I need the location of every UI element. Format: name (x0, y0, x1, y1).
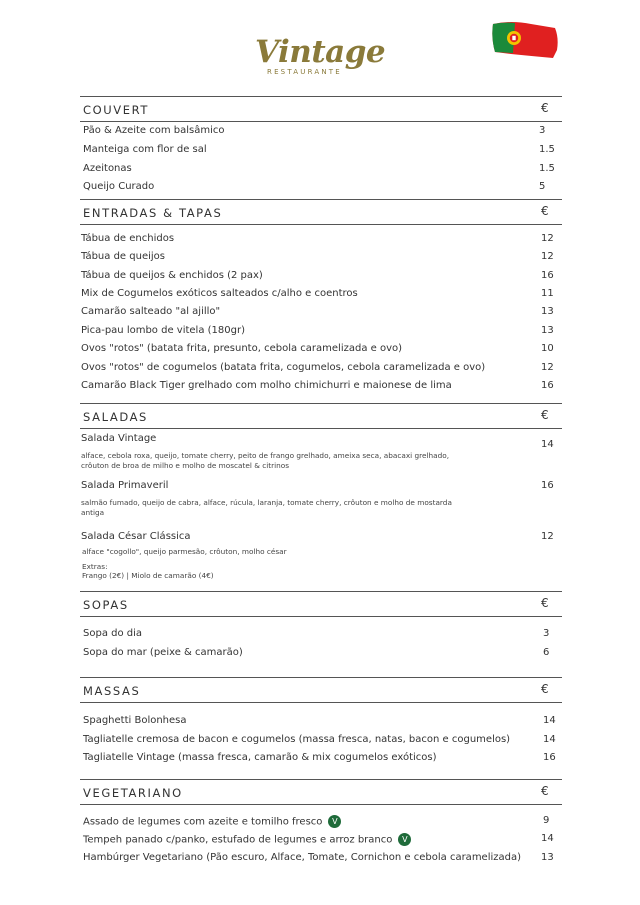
currency-symbol: € (541, 682, 549, 696)
item-name: Camarão Black Tiger grelhado com molho chimichurri e maionese de lima (81, 380, 452, 391)
item-price: 9 (543, 815, 550, 826)
section-header (80, 96, 562, 122)
item-price: 13 (541, 306, 554, 317)
item-price: 14 (543, 715, 556, 726)
item-price: 3 (543, 628, 550, 639)
item-description (82, 547, 482, 557)
item-name: Tábua de enchidos (81, 233, 175, 244)
item-price: 1.5 (539, 163, 555, 174)
item-price: 16 (541, 270, 554, 281)
item-price: 10 (541, 343, 554, 354)
item-name: Ovos "rotos" (batata frita, presunto, cebola caramelizada e ovo) (81, 343, 403, 354)
item-name: Camarão salteado "al ajillo" (81, 306, 221, 317)
item-extras (82, 562, 482, 580)
item-name-text: Assado de legumes com azeite e tomilho fresco (83, 816, 323, 828)
item-name: Queijo Curado (83, 181, 155, 192)
item-description-line: alface, cebola roxa, queijo, tomate cherry, peito de frango grelhado, ameixa seca, abacaxi grelhado, (81, 451, 450, 460)
vegan-icon: V (398, 833, 411, 846)
item-name: Salada Primaveril (81, 480, 169, 491)
item-description (81, 498, 481, 518)
item-price: 14 (541, 833, 554, 844)
item-name: Pica-pau lombo de vitela (180gr) (81, 325, 245, 336)
item-name: Hambúrger Vegetariano (Pão escuro, Alface, Tomate, Cornichon e cebola caramelizada) (83, 852, 522, 863)
item-price: 13 (541, 325, 554, 336)
item-name: Sopa do dia (83, 628, 143, 639)
item-price: 11 (541, 288, 554, 299)
extras-text: Frango (2€) | Miolo de camarão (4€) (82, 571, 214, 580)
item-name: Pão & Azeite com balsâmico (83, 125, 225, 136)
extras-label: Extras: (82, 562, 108, 571)
item-name: Salada César Clássica (81, 531, 191, 542)
item-price: 5 (539, 181, 546, 192)
section-header (80, 403, 562, 429)
item-price: 14 (541, 439, 554, 450)
logo-wordmark: Vintage (255, 34, 386, 70)
section-title: COUVERT (83, 103, 150, 117)
item-description-line: crôuton de broa de milho e molho de moscatel & citrinos (81, 461, 290, 470)
vegan-icon: V (328, 815, 341, 828)
section-header (80, 779, 562, 805)
item-name (83, 815, 341, 828)
item-price: 6 (543, 647, 550, 658)
item-name: Sopa do mar (peixe & camarão) (83, 647, 243, 658)
item-price: 12 (541, 251, 554, 262)
currency-symbol: € (541, 784, 549, 798)
item-name: Manteiga com flor de sal (83, 144, 207, 155)
currency-symbol: € (541, 408, 549, 422)
item-name: Azeitonas (83, 163, 132, 174)
item-price: 1.5 (539, 144, 555, 155)
section-header (80, 591, 562, 617)
currency-symbol: € (541, 101, 549, 115)
item-name: Tábua de queijos (81, 251, 165, 262)
item-name: Mix de Cogumelos exóticos salteados c/alho e coentros (81, 288, 358, 299)
item-price: 16 (541, 380, 554, 391)
section-title: MASSAS (83, 684, 141, 698)
item-price: 12 (541, 233, 554, 244)
item-description-line: alface "cogollo", queijo parmesão, crôuton, molho césar (82, 547, 287, 556)
item-price: 14 (543, 734, 556, 745)
item-description-line: antiga (81, 508, 105, 517)
section-title: VEGETARIANO (83, 786, 183, 800)
item-price: 12 (541, 362, 554, 373)
item-name: Tábua de queijos & enchidos (2 pax) (81, 270, 263, 281)
item-name: Tagliatelle cremosa de bacon e cogumelos (massa fresca, natas, bacon e cogumelos) (83, 734, 511, 745)
logo-subtitle: RESTAURANTE (267, 68, 342, 76)
portugal-flag-icon (491, 18, 559, 62)
restaurant-logo (255, 34, 386, 82)
item-price: 13 (541, 852, 554, 863)
section-header (80, 199, 562, 225)
item-description-line: salmão fumado, queijo de cabra, alface, rúcula, laranja, tomate cherry, crôuton e molho de mostarda (81, 498, 452, 507)
section-title: SALADAS (83, 410, 148, 424)
section-header (80, 677, 562, 703)
item-name: Ovos "rotos" de cogumelos (batata frita, cogumelos, cebola caramelizada e ovo) (81, 362, 486, 373)
item-name (83, 833, 411, 846)
item-price: 16 (541, 480, 554, 491)
section-title: ENTRADAS & TAPAS (83, 206, 223, 220)
item-name-text: Tempeh panado c/panko, estufado de legumes e arroz branco (83, 834, 393, 846)
section-title: SOPAS (83, 598, 129, 612)
item-name: Tagliatelle Vintage (massa fresca, camarão & mix cogumelos exóticos) (83, 752, 437, 763)
item-name: Salada Vintage (81, 433, 157, 444)
item-price: 16 (543, 752, 556, 763)
item-description (81, 451, 481, 471)
currency-symbol: € (541, 596, 549, 610)
item-name: Spaghetti Bolonhesa (83, 715, 187, 726)
item-price: 3 (539, 125, 546, 136)
item-price: 12 (541, 531, 554, 542)
currency-symbol: € (541, 204, 549, 218)
